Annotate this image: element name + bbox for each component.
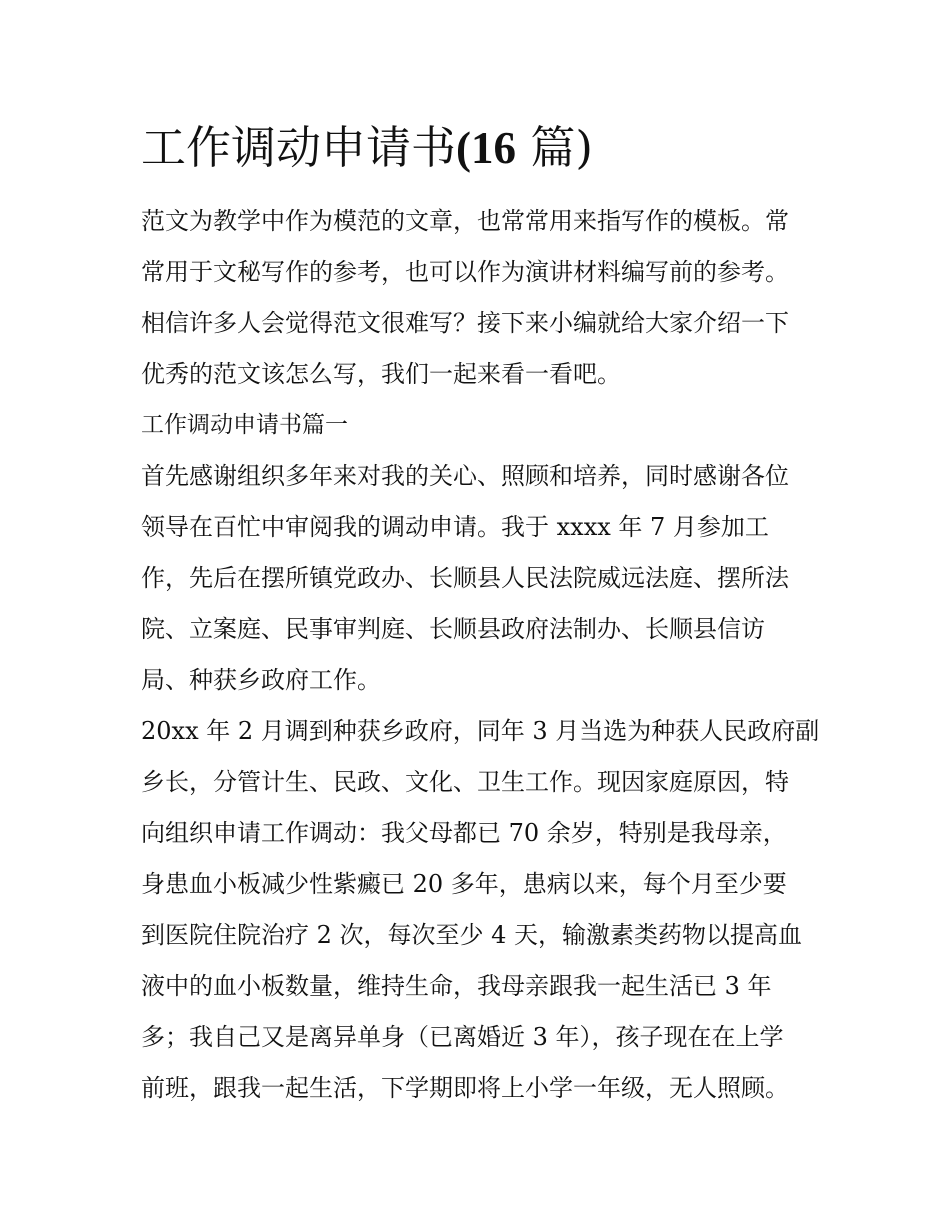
paragraph-1-line-4: 院、立案庭、民事审判庭、长顺县政府法制办、长顺县信访: [141, 615, 765, 643]
paragraph-1-line-5: 局、种获乡政府工作。: [141, 666, 381, 694]
paragraph-2-line-3: 向组织申请工作调动：我父母都已 70 余岁，特别是我母亲，: [141, 819, 787, 847]
paragraph-1-line-3: 作，先后在摆所镇党政办、长顺县人民法院威远法庭、摆所法: [141, 564, 789, 592]
section-heading: 工作调动申请书篇一: [141, 412, 348, 438]
intro-line-1: 范文为教学中作为模范的文章，也常常用来指写作的模板。常: [141, 207, 789, 235]
paragraph-2-line-2: 乡长，分管计生、民政、文化、卫生工作。现因家庭原因，特: [141, 768, 789, 796]
paragraph-2-line-7: 多；我自己又是离异单身（已离婚近 3 年），孩子现在在上学: [141, 1023, 784, 1051]
paragraph-2-line-1: 20xx 年 2 月调到种获乡政府，同年 3 月当选为种获人民政府副: [141, 717, 820, 745]
paragraph-1-line-2: 领导在百忙中审阅我的调动申请。我于 xxxx 年 7 月参加工: [141, 513, 769, 541]
paragraph-2-line-8: 前班，跟我一起生活，下学期即将上小学一年级，无人照顾。: [141, 1074, 789, 1102]
title-suffix: 篇): [516, 121, 593, 174]
paragraph-2-line-6: 液中的血小板数量，维持生命，我母亲跟我一起生活已 3 年: [141, 972, 772, 1000]
title-main: 工作调动申请书: [141, 121, 457, 174]
document-title: [141, 118, 593, 178]
paragraph-1-line-1: 首先感谢组织多年来对我的关心、照顾和培养，同时感谢各位: [141, 462, 789, 490]
intro-line-2: 常用于文秘写作的参考，也可以作为演讲材料编写前的参考。: [141, 258, 789, 286]
title-count: (16: [456, 123, 517, 173]
intro-line-3: 相信许多人会觉得范文很难写？接下来小编就给大家介绍一下: [141, 309, 789, 337]
intro-line-4: 优秀的范文该怎么写，我们一起来看一看吧。: [141, 360, 621, 388]
paragraph-2-line-4: 身患血小板减少性紫癜已 20 多年，患病以来，每个月至少要: [141, 870, 787, 898]
paragraph-2-line-5: 到医院住院治疗 2 次，每次至少 4 天，输激素类药物以提高血: [141, 921, 803, 949]
document-body: [141, 196, 821, 1114]
